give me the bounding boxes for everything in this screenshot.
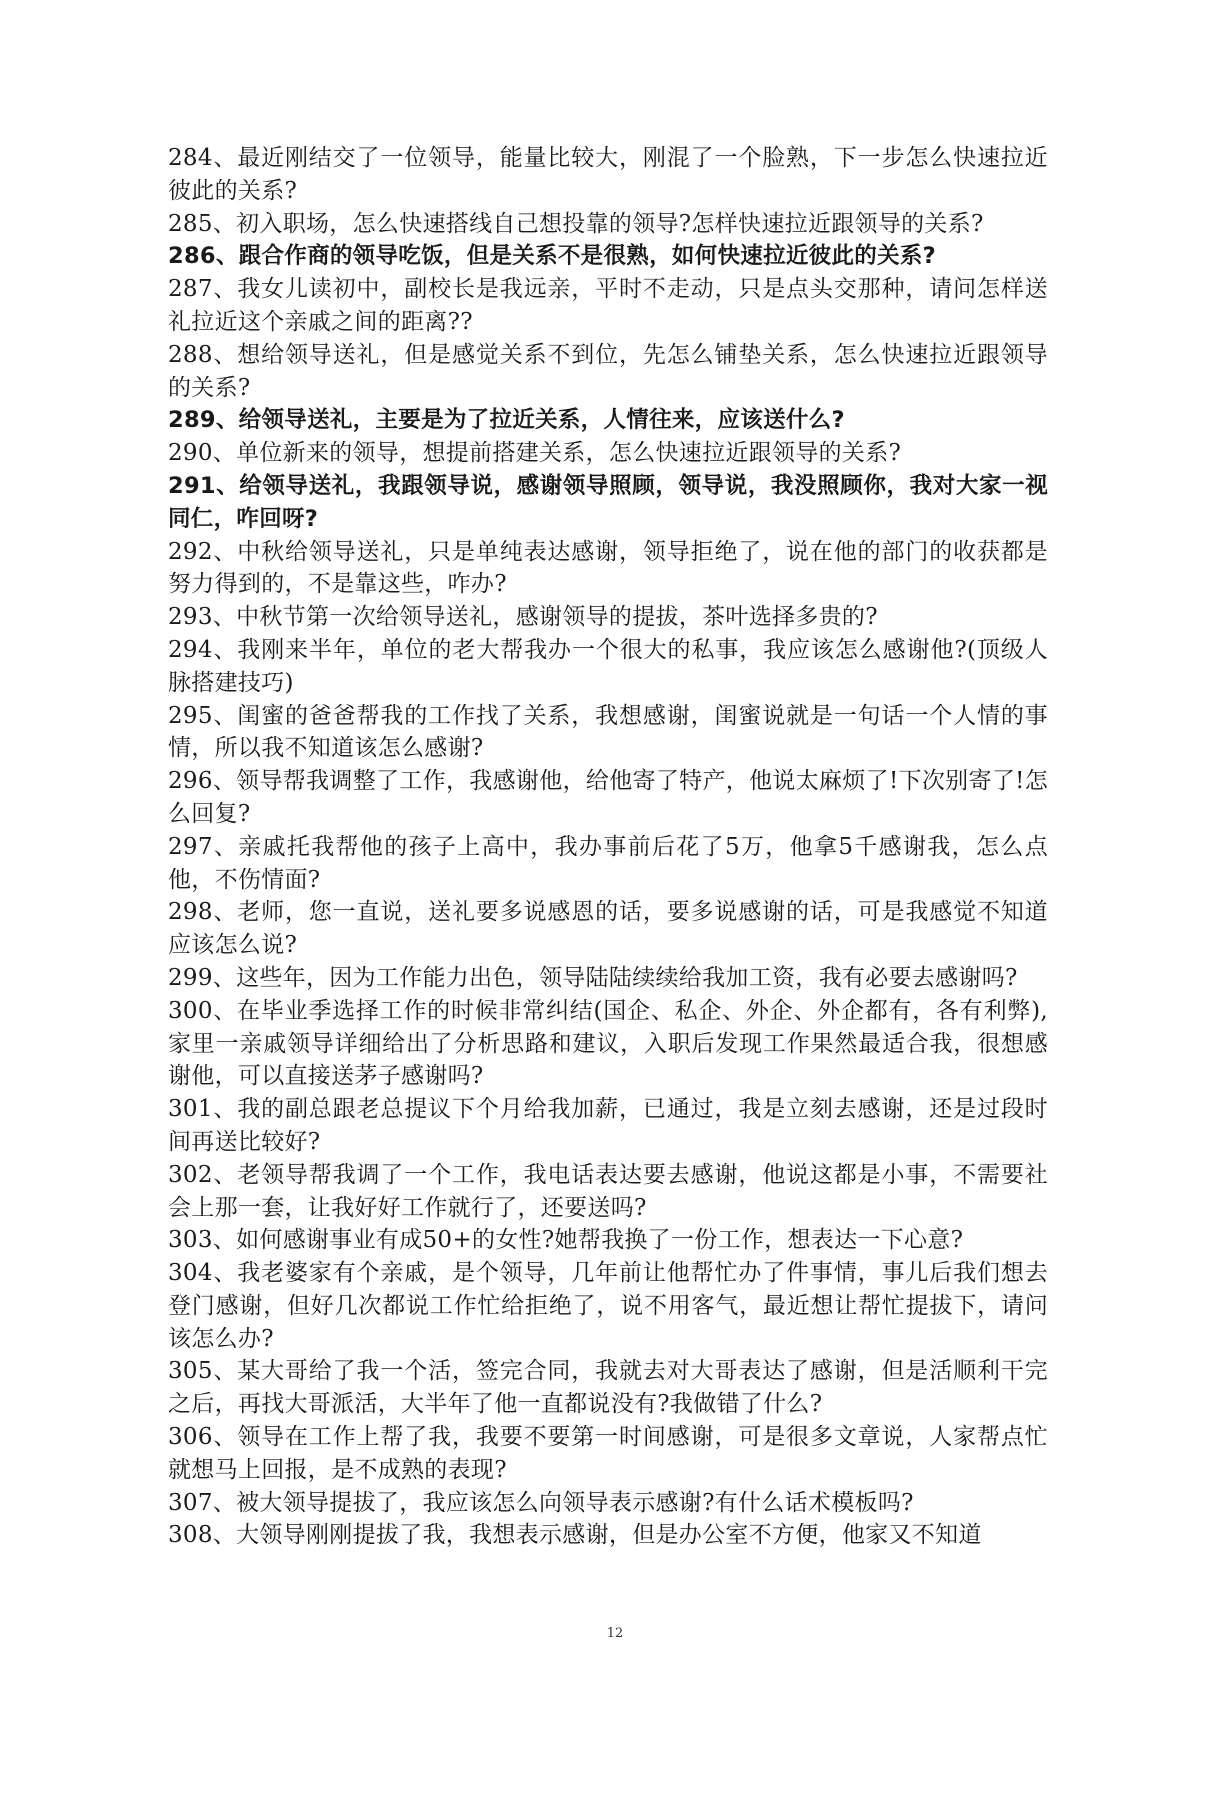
question-item: 288、想给领导送礼，但是感觉关系不到位，先怎么铺垫关系，怎么快速拉近跟领导的关系? xyxy=(168,341,1048,401)
question-item: 301、我的副总跟老总提议下个月给我加薪，已通过，我是立刻去感谢，还是过段时间再送比较好? xyxy=(168,1096,1048,1155)
question-item: 307、被大领导提拔了，我应该怎么向领导表示感谢?有什么话术模板吗? xyxy=(168,1489,914,1516)
question-item: 306、领导在工作上帮了我，我要不要第一时间感谢，可是很多文章说，人家帮点忙就想马上回报，是不成熟的表现? xyxy=(168,1424,1048,1483)
question-item: 294、我刚来半年，单位的老大帮我办一个很大的私事，我应该怎么感谢他?(顶级人脉搭建技巧) xyxy=(168,636,1048,696)
question-item: 286、跟合作商的领导吃饭，但是关系不是很熟，如何快速拉近彼此的关系? xyxy=(168,243,937,270)
page-number: 12 xyxy=(606,1626,624,1641)
question-item: 300、在毕业季选择工作的时候非常纠结(国企、私企、外企、外企都有，各有利弊),家里一亲戚领导详细给出了分析思路和建议，入职后发现工作果然最适合我，很想感谢他，可以直接送茅子感谢吗? xyxy=(168,997,1048,1090)
question-item: 287、我女儿读初中，副校长是我远亲，平时不走动，只是点头交那种，请问怎样送礼拉近这个亲戚之间的距离?? xyxy=(168,276,1048,335)
question-item: 299、这些年，因为工作能力出色，领导陆陆续续给我加工资，我有必要去感谢吗? xyxy=(168,964,1018,991)
question-list xyxy=(168,142,1048,1552)
question-item: 304、我老婆家有个亲戚，是个领导，几年前让他帮忙办了件事情，事儿后我们想去登门感谢，但好几次都说工作忙给拒绝了，说不用客气，最近想让帮忙提拔下，请问该怎么办? xyxy=(168,1260,1048,1352)
question-item: 305、某大哥给了我一个活，签完合同，我就去对大哥表达了感谢，但是活顺利干完之后，再找大哥派活，大半年了他一直都说没有?我做错了什么? xyxy=(168,1358,1048,1418)
question-item: 289、给领导送礼，主要是为了拉近关系，人情往来，应该送什么? xyxy=(168,407,845,434)
question-item: 302、老领导帮我调了一个工作，我电话表达要去感谢，他说这都是小事，不需要社会上那一套，让我好好工作就行了，还要送吗? xyxy=(168,1161,1048,1221)
question-item: 308、大领导刚刚提拔了我，我想表示感谢，但是办公室不方便，他家又不知道 xyxy=(168,1522,982,1549)
question-item: 285、初入职场，怎么快速搭线自己想投靠的领导?怎样快速拉近跟领导的关系? xyxy=(168,210,984,237)
question-item: 292、中秋给领导送礼，只是单纯表达感谢，领导拒绝了，说在他的部门的收获都是努力得到的，不是靠这些，咋办? xyxy=(168,538,1048,598)
question-item: 298、老师，您一直说，送礼要多说感恩的话，要多说感谢的话，可是我感觉不知道应该怎么说? xyxy=(168,899,1048,959)
question-item: 290、单位新来的领导，想提前搭建关系，怎么快速拉近跟领导的关系? xyxy=(168,440,902,467)
question-item: 303、如何感谢事业有成50+的女性?她帮我换了一份工作，想表达一下心意? xyxy=(168,1227,964,1254)
question-item: 295、闺蜜的爸爸帮我的工作找了关系，我想感谢，闺蜜说就是一句话一个人情的事情，所以我不知道该怎么感谢? xyxy=(168,702,1048,762)
question-item: 284、最近刚结交了一位领导，能量比较大，刚混了一个脸熟，下一步怎么快速拉近彼此的关系? xyxy=(168,145,1048,204)
question-item: 293、中秋节第一次给领导送礼，感谢领导的提拔，茶叶选择多贵的? xyxy=(168,604,878,631)
question-item: 291、给领导送礼，我跟领导说，感谢领导照顾，领导说，我没照顾你，我对大家一视同仁，咋回呀? xyxy=(168,472,1048,532)
question-item: 297、亲戚托我帮他的孩子上高中，我办事前后花了5万，他拿5千感谢我，怎么点他，不伤情面? xyxy=(168,833,1048,893)
question-item: 296、领导帮我调整了工作，我感谢他，给他寄了特产，他说太麻烦了!下次别寄了!怎么回复? xyxy=(168,768,1048,827)
